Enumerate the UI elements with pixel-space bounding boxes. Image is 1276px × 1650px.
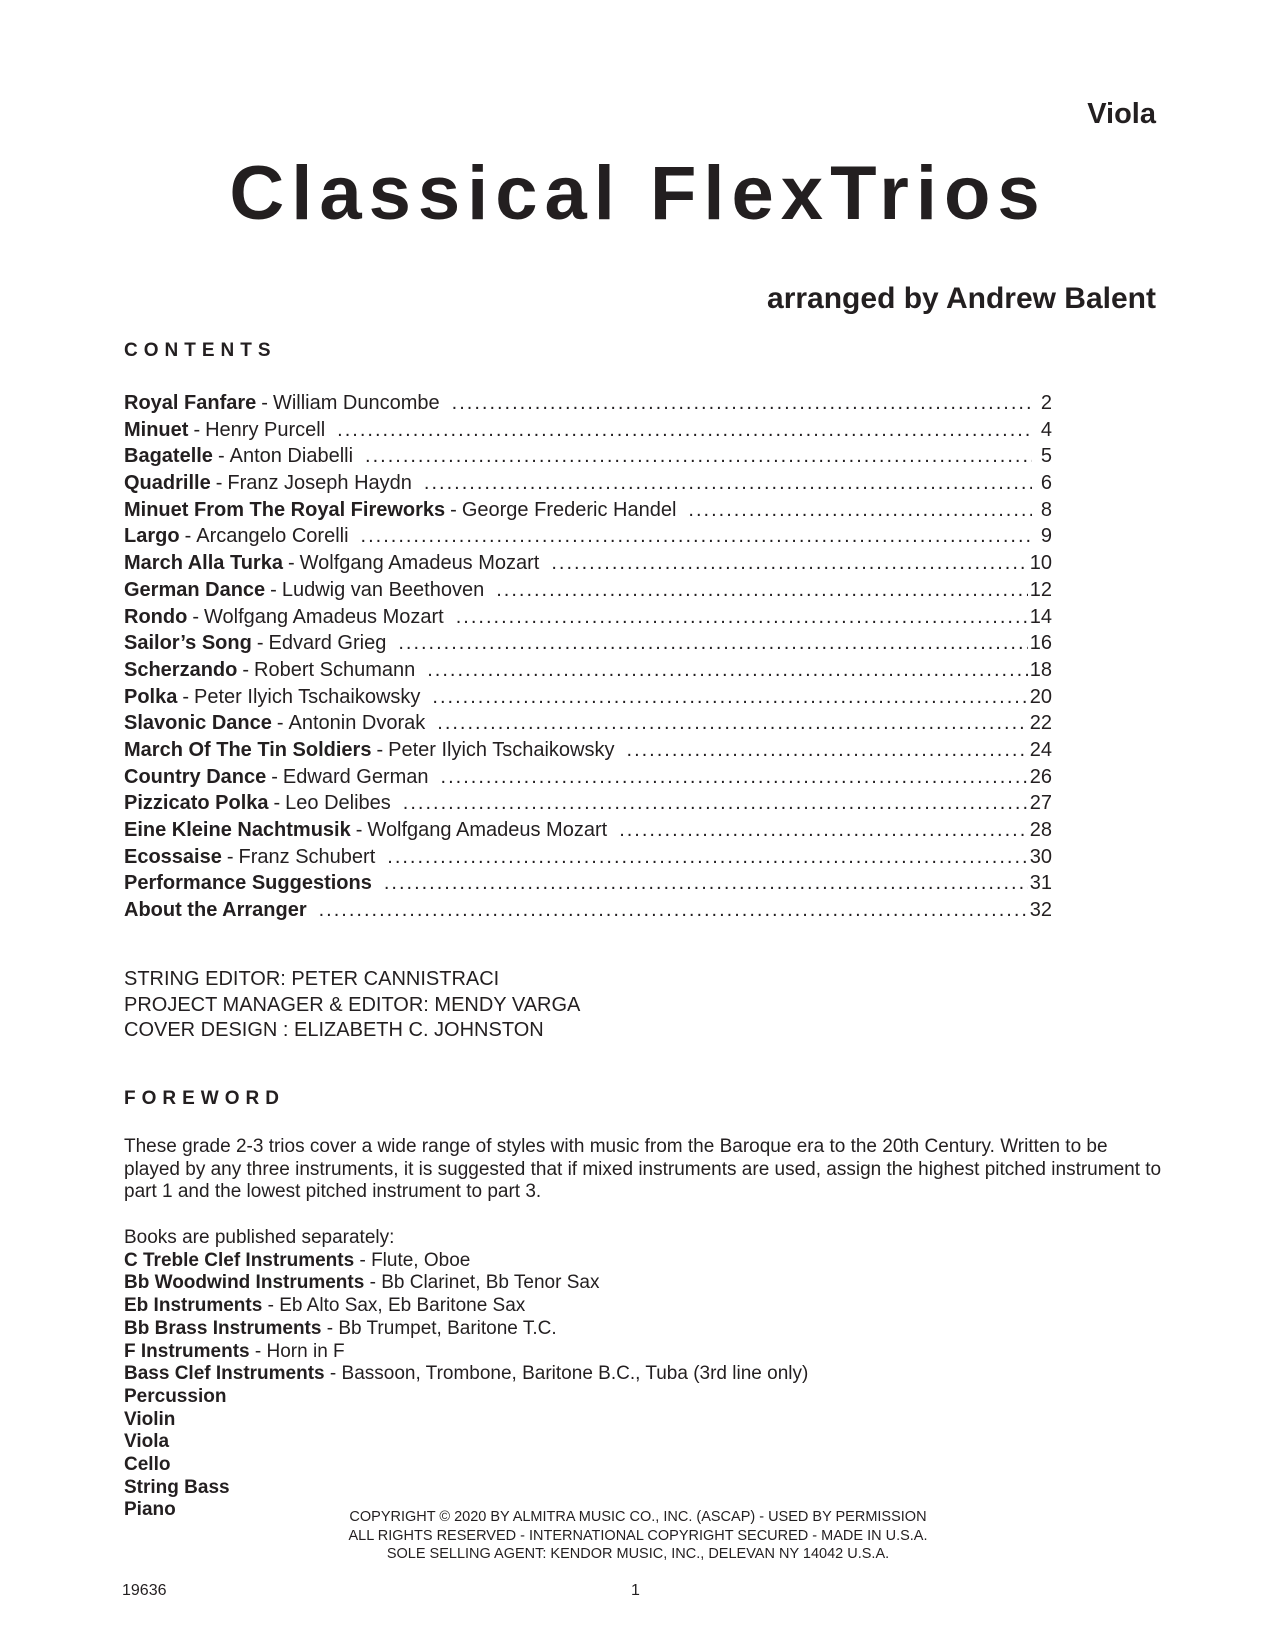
book-item: Eb Instruments - Eb Alto Sax, Eb Baritone Sax [124, 1295, 526, 1317]
toc-title: Scherzando [124, 658, 238, 681]
toc-composer: Peter Ilyich Tschaikowsky [194, 685, 421, 708]
book-item: Bass Clef Instruments - Bassoon, Trombone, Baritone B.C., Tuba (3rd line only) [124, 1363, 809, 1385]
book-name: Bb Woodwind Instruments [124, 1272, 365, 1294]
dot-leader [319, 899, 1028, 922]
book-name: Bass Clef Instruments [124, 1363, 325, 1385]
toc-composer: Leo Delibes [285, 792, 391, 815]
toc-separator: - [287, 552, 295, 575]
cover-design-credit: COVER DESIGN : ELIZABETH C. JOHNSTON [124, 1019, 544, 1041]
dot-leader [496, 579, 1028, 602]
dot-leader [441, 766, 1028, 789]
toc-title: March Alla Turka [124, 552, 283, 575]
book-name: Bb Brass Instruments [124, 1317, 322, 1339]
toc-page-number: 14 [1029, 605, 1052, 628]
book-item [124, 1454, 808, 1477]
dot-leader [337, 419, 1032, 442]
toc-page-number: 31 [1029, 872, 1052, 895]
toc-title: Bagatelle [124, 445, 213, 468]
book-detail: Eb Alto Sax, Eb Baritone Sax [279, 1295, 526, 1317]
toc-entry [124, 899, 1052, 926]
toc-title: Minuet [124, 418, 189, 441]
toc-entry [124, 552, 1052, 579]
book-name: F Instruments [124, 1340, 250, 1362]
toc-title: Country Dance [124, 765, 267, 788]
toc-entry [124, 739, 1052, 766]
toc-separator: - [193, 418, 201, 441]
book-detail: Bassoon, Trombone, Baritone B.C., Tuba (3rd line only) [341, 1363, 809, 1385]
toc-composer: Robert Schumann [254, 658, 416, 681]
toc-separator: - [271, 765, 278, 788]
toc-entry [124, 659, 1052, 686]
book-item: C Treble Clef Instruments - Flute, Oboe [124, 1249, 471, 1271]
toc-page-number: 16 [1029, 632, 1052, 655]
instrument-label: Viola [1087, 98, 1156, 130]
toc-entry [124, 712, 1052, 739]
toc-page-number: 26 [1029, 765, 1052, 788]
toc-title: Minuet From The Royal Fireworks [124, 498, 446, 521]
book-name: Piano [124, 1499, 176, 1521]
toc-separator: - [256, 632, 264, 655]
book-name: Violin [124, 1408, 176, 1430]
toc-page-number: 2 [1040, 392, 1052, 414]
book-name: C Treble Clef Instruments [124, 1249, 355, 1271]
toc-title: Largo [124, 525, 180, 548]
toc-entry [124, 499, 1052, 526]
toc-title: Sailor’s Song [124, 632, 252, 655]
toc-page-number: 9 [1040, 525, 1052, 548]
foreword-text: These grade 2-3 trios cover a wide range of styles with music from the Baroque era to the 20th Century. Written to be played by any three instruments, it is suggested that if mixed instruments are used, assign the highest pitched instrument to part 1 and the lowest pitched instrument to part 3. [124, 1136, 1162, 1202]
toc-entry [124, 419, 1052, 446]
toc-title: Eine Kleine Nachtmusik [124, 819, 351, 841]
book-item: Bb Brass Instruments - Bb Trumpet, Baritone T.C. [124, 1317, 557, 1339]
toc-composer: Anton Diabelli [229, 445, 354, 468]
book-item [124, 1431, 808, 1454]
string-editor-credit: STRING EDITOR: PETER CANNISTRACI [124, 968, 500, 990]
dot-leader [398, 632, 1027, 655]
dot-leader [619, 819, 1028, 842]
toc-separator: - [242, 658, 250, 681]
toc-page-number: 28 [1029, 819, 1052, 841]
toc-composer: Wolfgang Amadeus Mozart [299, 552, 540, 575]
dot-leader [688, 499, 1032, 522]
toc-separator: - [184, 525, 192, 548]
dot-leader [452, 392, 1032, 415]
toc-page-number: 24 [1029, 738, 1052, 761]
copyright-notice [0, 1508, 1276, 1564]
toc-entry [124, 606, 1052, 633]
toc-entry [124, 846, 1052, 873]
book-item [124, 1409, 808, 1432]
toc-separator: - [355, 819, 363, 841]
toc-entry [124, 792, 1052, 819]
arranger-credit: arranged by Andrew Balent [767, 282, 1156, 315]
toc-composer: Edward German [282, 765, 429, 788]
toc-composer: Henry Purcell [205, 418, 326, 441]
toc-entry [124, 632, 1052, 659]
dot-leader [551, 552, 1027, 575]
dot-leader [456, 606, 1028, 629]
toc-entry [124, 525, 1052, 552]
toc-composer: Antonin Dvorak [288, 712, 426, 735]
dot-leader [365, 445, 1032, 468]
toc-title: Pizzicato Polka [124, 792, 269, 815]
dot-leader [387, 846, 1027, 869]
toc-composer: William Duncombe [272, 392, 440, 414]
dot-leader [361, 525, 1032, 548]
toc-page-number: 6 [1040, 472, 1052, 495]
book-name: Viola [124, 1431, 170, 1453]
toc-entry [124, 472, 1052, 499]
toc-separator: - [182, 685, 190, 708]
toc-page-number: 22 [1029, 712, 1052, 735]
copyright-line: COPYRIGHT © 2020 BY ALMITRA MUSIC CO., INC. (ASCAP) - USED BY PERMISSION [349, 1509, 927, 1525]
toc-entry [124, 819, 1052, 846]
toc-composer: Wolfgang Amadeus Mozart [367, 819, 608, 841]
book-item [124, 1477, 808, 1500]
toc-entry [124, 766, 1052, 793]
toc-title: Rondo [124, 605, 188, 628]
toc-title: German Dance [124, 578, 266, 601]
project-manager-credit: PROJECT MANAGER & EDITOR: MENDY VARGA [124, 993, 581, 1016]
books-list [124, 1227, 808, 1522]
dot-leader [432, 686, 1027, 709]
toc-composer: Peter Ilyich Tschaikowsky [388, 738, 615, 761]
book-name: String Bass [124, 1476, 230, 1498]
book-item: Bb Woodwind Instruments - Bb Clarinet, Bb Tenor Sax [124, 1272, 600, 1294]
toc-separator: - [273, 792, 281, 815]
toc-entry [124, 579, 1052, 606]
contents-heading: CONTENTS [124, 340, 277, 361]
toc-entry [124, 872, 1052, 899]
toc-page-number: 18 [1029, 658, 1052, 681]
dot-leader [384, 872, 1028, 895]
toc-page-number: 27 [1029, 792, 1052, 815]
book-detail: Bb Trumpet, Baritone T.C. [338, 1317, 557, 1339]
page-number: 1 [631, 1582, 640, 1599]
toc-separator: - [192, 605, 199, 628]
toc-composer: George Frederic Handel [461, 498, 677, 521]
book-item: F Instruments - Horn in F [124, 1340, 345, 1362]
toc-title: Performance Suggestions [124, 872, 372, 895]
foreword-heading: FOREWORD [124, 1088, 285, 1109]
book-name: Eb Instruments [124, 1295, 263, 1317]
toc-composer: Franz Schubert [238, 845, 376, 868]
dot-leader [437, 712, 1027, 735]
toc-composer: Ludwig van Beethoven [281, 578, 485, 601]
books-intro: Books are published separately: [124, 1227, 395, 1248]
toc-separator: - [217, 445, 225, 468]
toc-page-number: 30 [1029, 845, 1052, 868]
toc-title: About the Arranger [124, 899, 307, 922]
catalog-number: 19636 [122, 1582, 167, 1599]
book-name: Percussion [124, 1385, 227, 1407]
toc-title: March Of The Tin Soldiers [124, 738, 372, 761]
toc-separator: - [215, 472, 223, 495]
toc-entry [124, 445, 1052, 472]
dot-leader [403, 792, 1028, 815]
toc-page-number: 8 [1040, 498, 1052, 521]
toc-page-number: 5 [1040, 445, 1052, 468]
toc-composer: Wolfgang Amadeus Mozart [203, 605, 444, 628]
copyright-line: SOLE SELLING AGENT: KENDOR MUSIC, INC., DELEVAN NY 14042 U.S.A. [386, 1546, 890, 1562]
toc-page-number: 32 [1029, 899, 1052, 922]
toc-composer: Edvard Grieg [268, 632, 387, 655]
credits-block [124, 967, 580, 1044]
book-detail: Bb Clarinet, Bb Tenor Sax [381, 1272, 600, 1294]
toc-title: Polka [124, 685, 178, 708]
toc-entry [124, 392, 1052, 419]
toc-title: Ecossaise [124, 845, 222, 868]
page-title: Classical FlexTrios [229, 151, 1047, 236]
toc-page-number: 20 [1029, 685, 1052, 708]
toc-separator: - [270, 578, 277, 601]
dot-leader [627, 739, 1028, 762]
copyright-line: ALL RIGHTS RESERVED - INTERNATIONAL COPYRIGHT SECURED - MADE IN U.S.A. [348, 1527, 928, 1544]
toc-separator: - [261, 392, 268, 414]
toc-separator: - [276, 712, 284, 735]
toc-page-number: 12 [1029, 578, 1052, 601]
contents-list [124, 392, 1052, 926]
dot-leader [427, 659, 1028, 682]
toc-separator: - [226, 845, 234, 868]
toc-composer: Arcangelo Corelli [196, 525, 349, 548]
book-item [124, 1386, 808, 1409]
toc-separator: - [450, 498, 457, 521]
dot-leader [424, 472, 1032, 495]
toc-entry [124, 686, 1052, 713]
book-detail: Flute, Oboe [371, 1249, 471, 1271]
book-detail: Horn in F [266, 1340, 345, 1362]
toc-page-number: 10 [1029, 552, 1052, 575]
toc-composer: Franz Joseph Haydn [227, 472, 412, 495]
toc-page-number: 4 [1040, 418, 1052, 441]
toc-separator: - [376, 738, 384, 761]
toc-title: Slavonic Dance [124, 712, 272, 735]
toc-title: Royal Fanfare [124, 392, 257, 414]
toc-title: Quadrille [124, 472, 211, 495]
book-name: Cello [124, 1454, 171, 1476]
